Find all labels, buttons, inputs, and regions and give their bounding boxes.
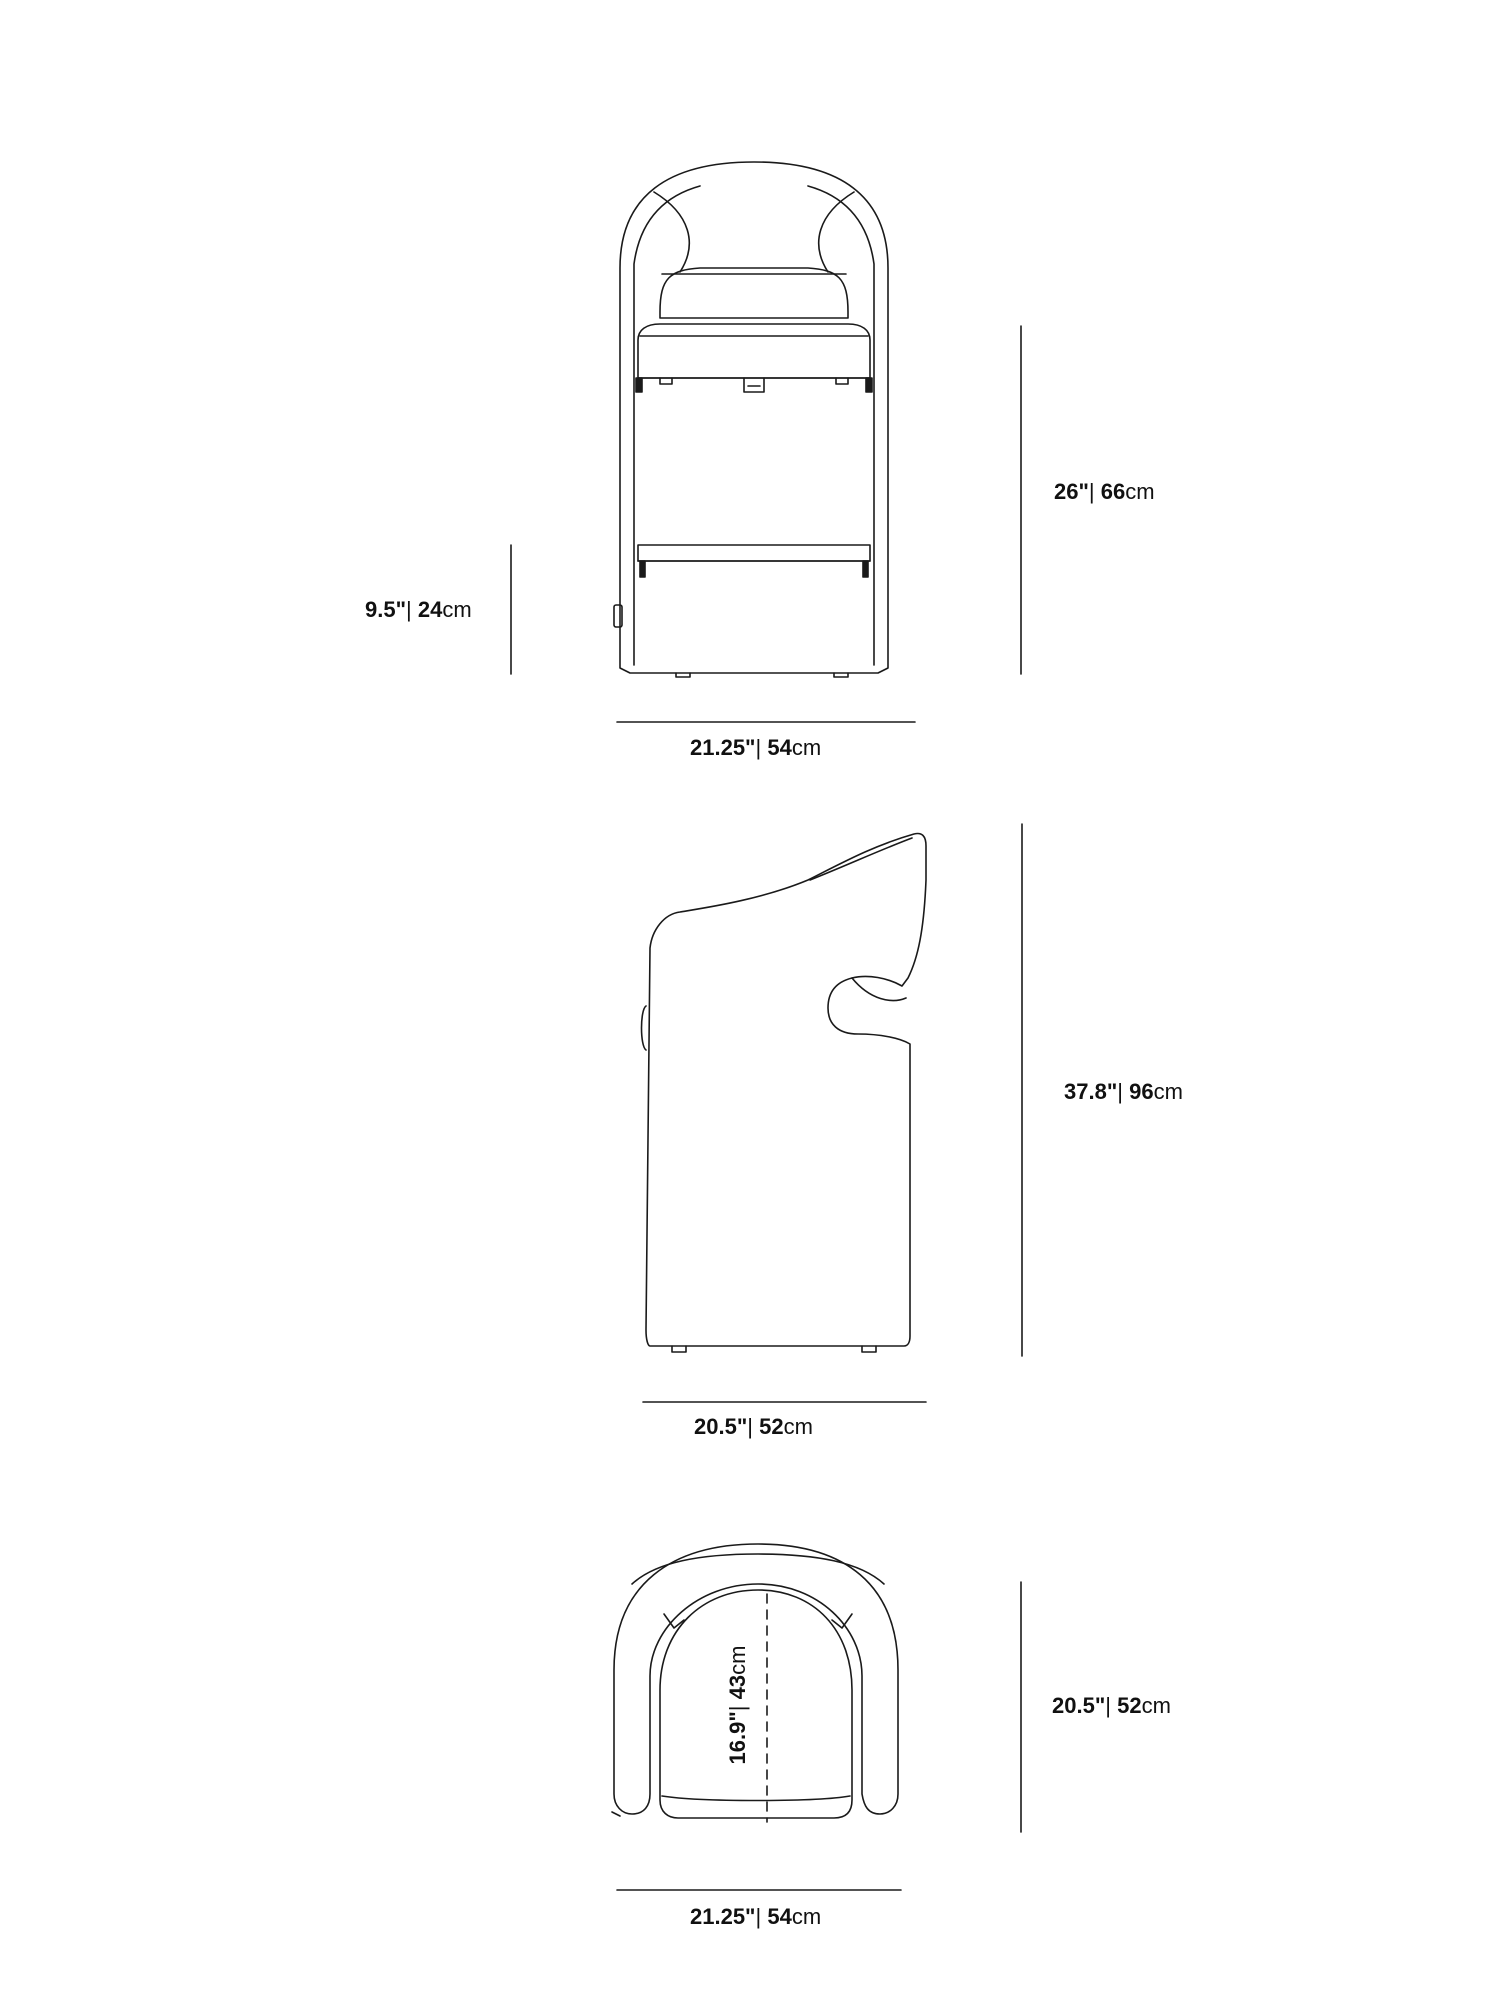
front-footrest-height-cm: 24 bbox=[417, 597, 443, 622]
side-height-inch: 37.8" bbox=[1064, 1079, 1118, 1104]
unit: cm bbox=[442, 597, 472, 622]
separator: | bbox=[1117, 1079, 1123, 1104]
top-seat-depth-label bbox=[725, 1633, 751, 1777]
separator: | bbox=[755, 1904, 762, 1929]
side-view-chair bbox=[642, 834, 927, 1353]
top-width-cm: 54 bbox=[767, 1904, 792, 1929]
unit: cm bbox=[1153, 1079, 1183, 1104]
top-depth-inch: 20.5" bbox=[1052, 1693, 1106, 1718]
separator: | bbox=[725, 1705, 750, 1712]
top-depth-cm: 52 bbox=[1117, 1693, 1142, 1718]
front-seat-height-cm: 66 bbox=[1100, 479, 1126, 504]
top-seat-depth-cm: 43 bbox=[725, 1674, 750, 1700]
unit: cm bbox=[791, 735, 822, 760]
unit: cm bbox=[1125, 479, 1155, 504]
top-seat-depth-inch: 16.9" bbox=[725, 1711, 750, 1765]
front-seat-height-label bbox=[1054, 479, 1155, 505]
front-view-chair bbox=[614, 162, 888, 677]
front-width-cm: 54 bbox=[767, 735, 792, 760]
unit: cm bbox=[725, 1645, 750, 1675]
front-seat-height-inch: 26" bbox=[1054, 479, 1089, 504]
side-depth-cm: 52 bbox=[759, 1414, 784, 1439]
unit: cm bbox=[783, 1414, 813, 1439]
unit: cm bbox=[1141, 1693, 1171, 1718]
separator: | bbox=[406, 597, 412, 622]
side-height-label bbox=[1064, 1079, 1183, 1105]
top-width-label bbox=[690, 1904, 821, 1930]
front-width-label bbox=[690, 735, 821, 761]
front-footrest-height-inch: 9.5" bbox=[365, 597, 407, 622]
front-footrest-height-label bbox=[365, 597, 472, 623]
separator: | bbox=[1088, 479, 1095, 504]
side-depth-label bbox=[694, 1414, 813, 1440]
separator: | bbox=[747, 1414, 753, 1439]
separator: | bbox=[755, 735, 762, 760]
side-depth-inch: 20.5" bbox=[694, 1414, 748, 1439]
top-view-chair bbox=[612, 1544, 898, 1822]
unit: cm bbox=[791, 1904, 822, 1929]
separator: | bbox=[1105, 1693, 1111, 1718]
top-width-inch: 21.25" bbox=[690, 1904, 756, 1929]
front-width-inch: 21.25" bbox=[690, 735, 756, 760]
side-height-cm: 96 bbox=[1129, 1079, 1154, 1104]
top-depth-label bbox=[1052, 1693, 1171, 1719]
